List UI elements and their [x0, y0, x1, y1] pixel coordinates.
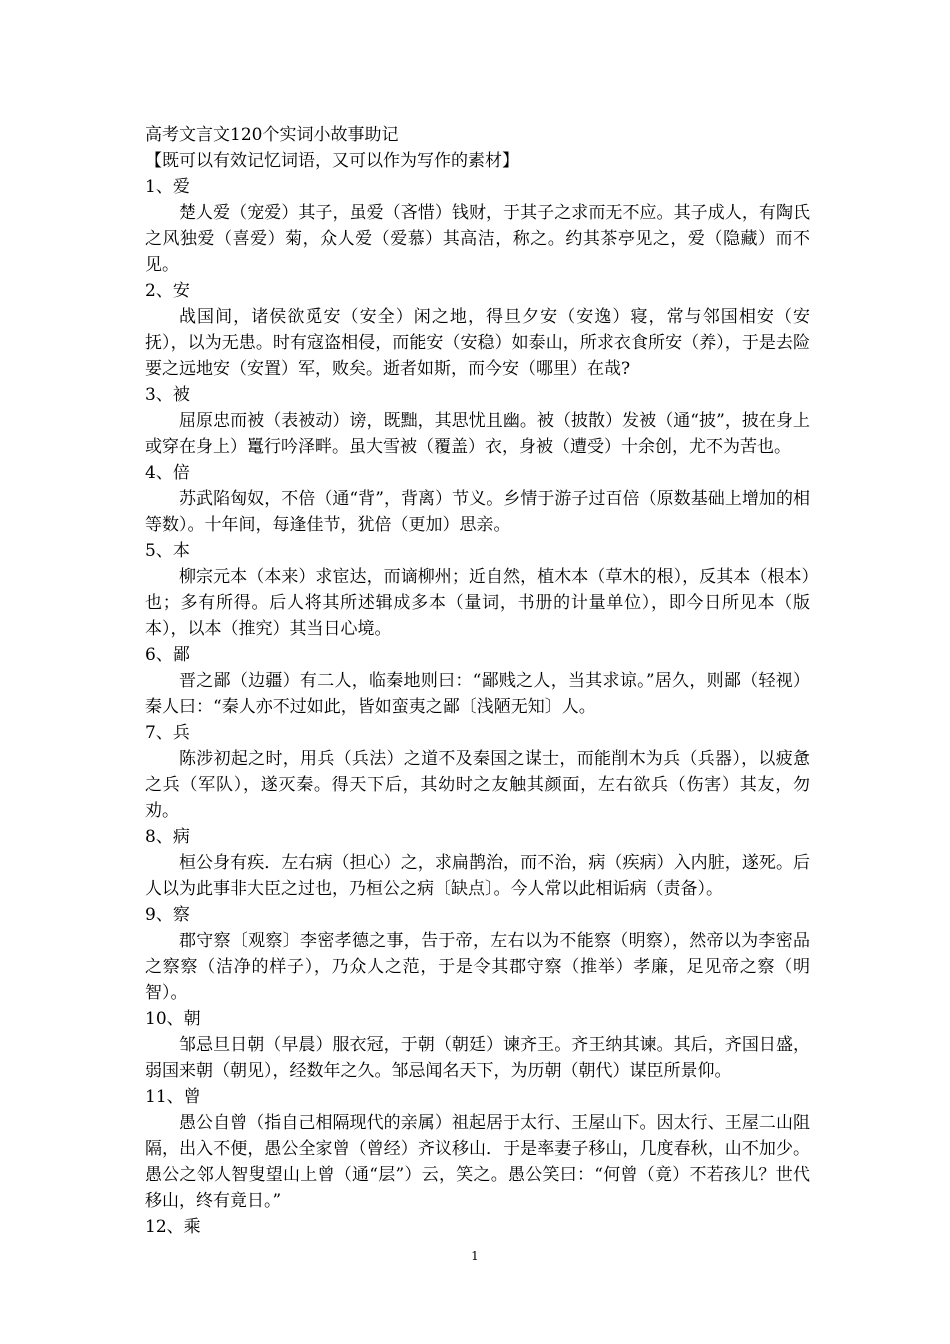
entry-text: 晋之鄙（边疆）有二人，临秦地则曰：“鄙贱之人，当其求谅。”居久，则鄙（轻视）秦人曰：“秦人亦不过如此，皆如蛮夷之鄙〔浅陋无知〕人。	[145, 671, 810, 717]
entry-bi	[145, 642, 810, 720]
entry-bei-double	[145, 460, 810, 538]
entry-cheng	[145, 1214, 810, 1240]
entry-cha	[145, 902, 810, 1006]
entry-chao	[145, 1006, 810, 1084]
entry-text: 苏武陷匈奴，不倍（通“背”，背离）节义。乡情于游子过百倍（原数基础上增加的相等数）。十年间，每逢佳节，犹倍（更加）思亲。	[145, 489, 810, 535]
entry-text: 楚人爱（宠爱）其子，虽爱（吝惜）钱财，于其子之求而无不应。其子成人，有陶氏之风独爱（喜爱）菊，众人爱（爱慕）其高洁，称之。约其茶亭见之，爱（隐藏）而不见。	[145, 203, 810, 275]
entry-text: 愚公自曾（指自己相隔现代的亲属）祖起居于太行、王屋山下。因太行、王屋二山阻隔，出入不便，愚公全家曾（曾经）齐议移山．于是率妻子移山，几度春秋，山不加少。愚公之邻人智叟望山上曾（通“层”）云，笑之。愚公笑曰：“何曾（竟）不若孩儿？世代移山，终有竟日。”	[145, 1113, 810, 1211]
entry-text: 战国间，诸侯欲觅安（安全）闲之地，得旦夕安（安逸）寝，常与邻国相安（安抚），以为无患。时有寇盗相侵，而能安（安稳）如泰山，所求衣食所安（养），于是去险要之远地安（安置）军，败矣。逝者如斯，而今安（哪里）在哉?	[145, 307, 810, 379]
entry-ai	[145, 174, 810, 278]
entry-bing-soldier	[145, 720, 810, 824]
document-page	[145, 122, 810, 1240]
entry-bing-illness	[145, 824, 810, 902]
entry-bei	[145, 382, 810, 460]
entry-heading: 12、乘	[145, 1217, 201, 1237]
entry-heading: 10、朝	[145, 1009, 201, 1029]
entry-text: 桓公身有疾．左右病（担心）之，求扁鹊治，而不治，病（疾病）入内脏，遂死。后人以为此事非大臣之过也，乃桓公之病〔缺点〕。今人常以此相诟病（责备）。	[145, 853, 810, 899]
entry-text: 邹忌旦日朝（早晨）服衣冠，于朝（朝廷）谏齐王。齐王纳其谏。其后，齐国日盛，弱国来朝（朝见），经数年之久。邹忌闻名天下，为历朝（朝代）谋臣所景仰。	[145, 1035, 810, 1081]
entry-heading: 8、病	[145, 827, 190, 847]
page-number: 1	[471, 1249, 479, 1263]
document-title: 高考文言文120个实词小故事助记	[145, 125, 399, 145]
entry-heading: 4、倍	[145, 463, 190, 483]
entry-heading: 6、鄙	[145, 645, 190, 665]
entry-text: 柳宗元本（本来）求宦达，而谪柳州；近自然，植木本（草木的根），反其本（根本）也；多有所得。后人将其所述辑成多本（量词，书册的计量单位），即今日所见本（版本），以本（推究）其当日心境。	[145, 567, 810, 639]
entry-heading: 7、兵	[145, 723, 190, 743]
entry-text: 郡守察〔观察〕李密孝德之事，告于帝，左右以为不能察（明察），然帝以为李密品之察察（洁净的样子），乃众人之范，于是令其郡守察（推举）孝廉，足见帝之察（明智）。	[145, 931, 810, 1003]
entry-text: 屈原忠而被（表被动）谤，既黜，其思忧且幽。被（披散）发被（通“披”，披在身上或穿在身上）鼍行吟泽畔。虽大雪被（覆盖）衣，身被（遭受）十余创，尤不为苦也。	[145, 411, 810, 457]
entry-an	[145, 278, 810, 382]
entry-heading: 5、本	[145, 541, 190, 561]
entry-heading: 2、安	[145, 281, 190, 301]
entry-heading: 3、被	[145, 385, 190, 405]
entry-heading: 9、察	[145, 905, 190, 925]
entry-ben	[145, 538, 810, 642]
entry-list	[145, 174, 810, 1240]
entry-text: 陈涉初起之时，用兵（兵法）之道不及秦国之谋士，而能削木为兵（兵器），以疲惫之兵（军队），遂灭秦。得天下后，其幼时之友触其颜面，左右欲兵（伤害）其友，勿劝。	[145, 749, 810, 821]
entry-ceng	[145, 1084, 810, 1214]
entry-heading: 11、曾	[145, 1087, 201, 1107]
document-subtitle: 【既可以有效记忆词语，又可以作为写作的素材】	[145, 151, 519, 171]
entry-heading: 1、爱	[145, 177, 190, 197]
